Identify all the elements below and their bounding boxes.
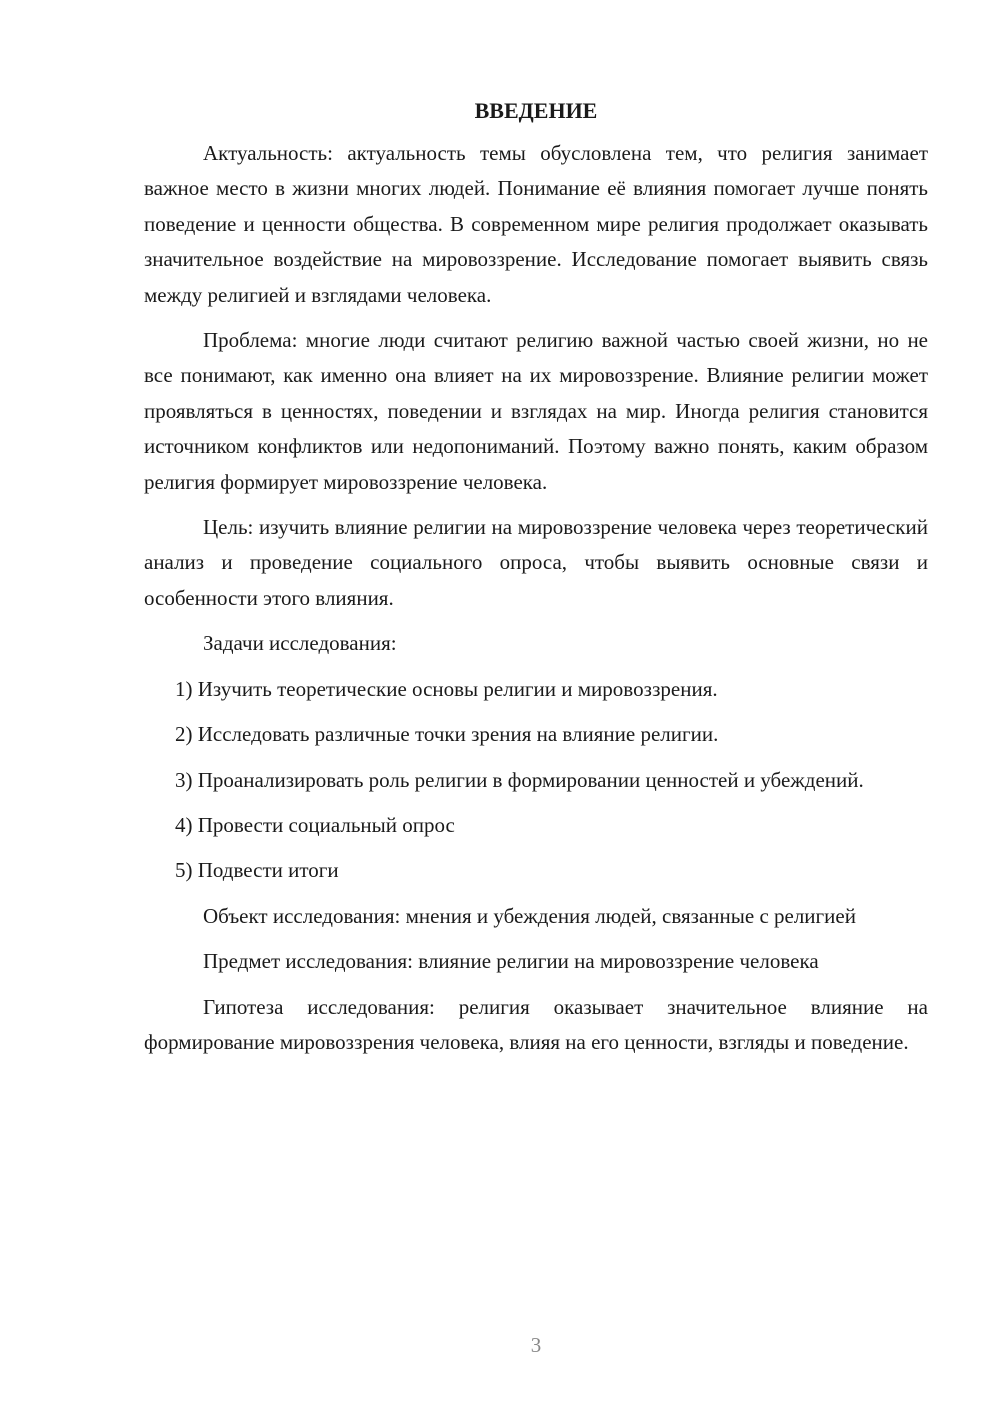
- section-heading: ВВЕДЕНИЕ: [474, 98, 598, 123]
- task-item: 1) Изучить теоретические основы религии и мировоззрения.: [175, 676, 718, 701]
- hypothesis-paragraph: Гипотеза исследования: религия оказывает значительное влияние на формирование мировоззрения человека, влияя на его ценности, взгляды и поведение.: [144, 994, 928, 1054]
- problem-paragraph: Проблема: многие люди считают религию важной частью своей жизни, но не все понимают, как именно она влияет на их мировоззрение. Влияние религии может проявляться в ценностях, поведении и взглядах на мир. Иногда религия становится источником конфликтов или недопониманий. Поэтому важно понять, каким образом религия формирует мировоззрение человека.: [144, 328, 928, 494]
- tasks-title: Задачи исследования:: [203, 631, 397, 656]
- document-page: [144, 96, 928, 1060]
- subject-paragraph: Предмет исследования: влияние религии на мировоззрение человека: [203, 949, 819, 974]
- object-paragraph: Объект исследования: мнения и убеждения людей, связанные с религией: [203, 903, 856, 928]
- relevance-paragraph: Актуальность: актуальность темы обусловлена тем, что религия занимает важное место в жизни многих людей. Понимание её влияния помогает лучше понять поведение и ценности общества. В современном мире религия продолжает оказывать значительное воздействие на мировоззрение. Исследование помогает выявить связь между религией и взглядами человека.: [144, 141, 928, 307]
- goal-paragraph: Цель: изучить влияние религии на мировоззрение человека через теоретический анализ и проведение социального опроса, чтобы выявить основные связи и особенности этого влияния.: [144, 515, 928, 610]
- task-item: 5) Подвести итоги: [175, 858, 339, 883]
- task-item: 3) Проанализировать роль религии в формировании ценностей и убеждений.: [175, 767, 864, 792]
- page-number: 3: [530, 1333, 542, 1357]
- task-item: 2) Исследовать различные точки зрения на влияние религии.: [175, 722, 719, 747]
- task-item: 4) Провести социальный опрос: [175, 812, 455, 837]
